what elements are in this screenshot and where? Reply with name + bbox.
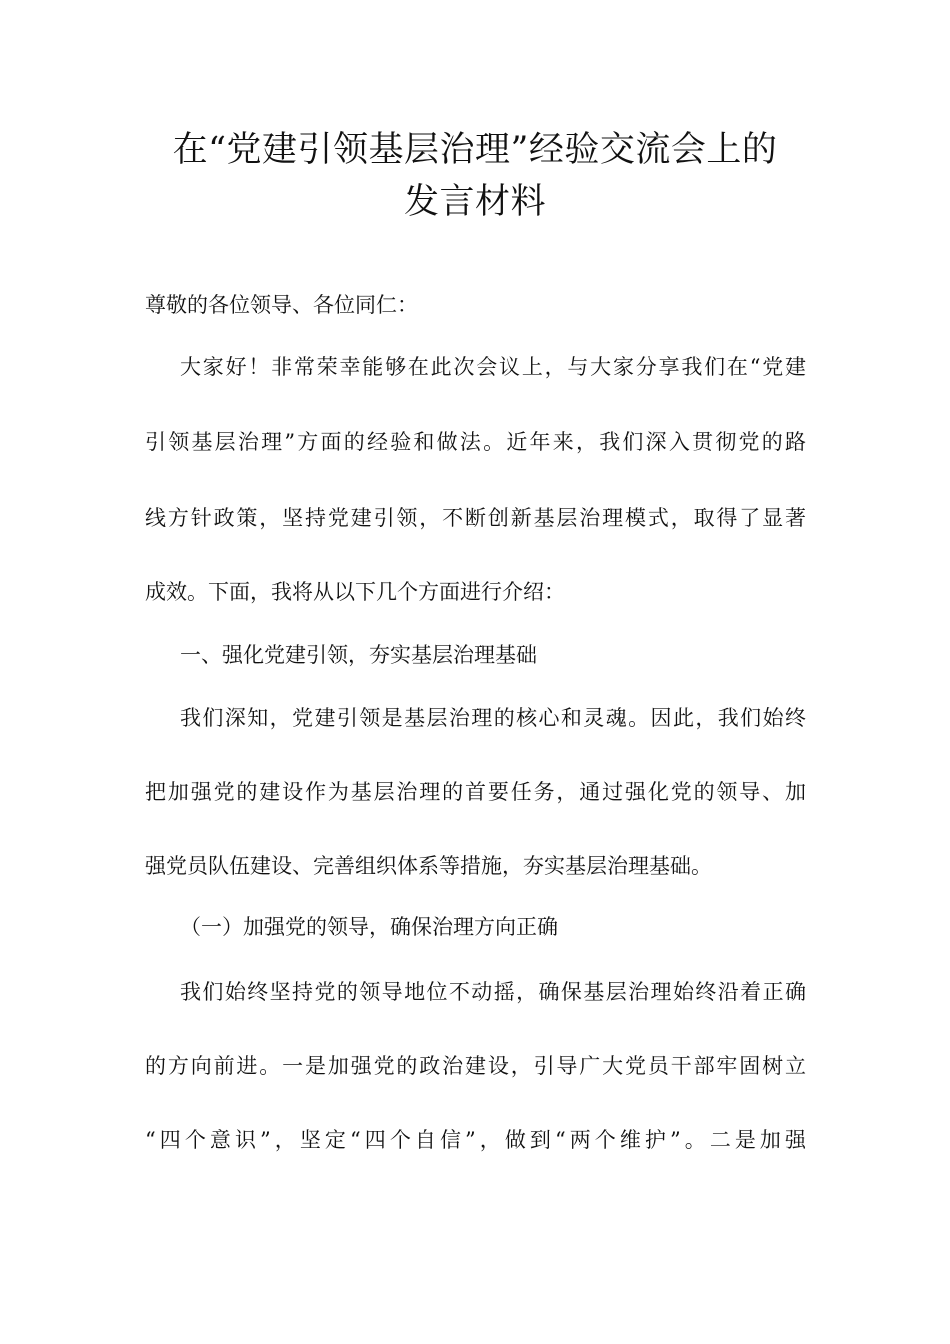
paragraph-line: 大家好！非常荣幸能够在此次会议上，与大家分享我们在“党建	[180, 355, 806, 379]
paragraph-line: 引领基层治理”方面的经验和做法。近年来，我们深入贯彻党的路	[145, 430, 806, 454]
paragraph-line: 成效。下面，我将从以下几个方面进行介绍：	[145, 580, 565, 604]
paragraph-line: 我们深知，党建引领是基层治理的核心和灵魂。因此，我们始终	[180, 706, 806, 730]
paragraph-line: “四个意识”，坚定“四个自信”，做到“两个维护”。二是加强	[145, 1128, 806, 1152]
document-title-line-1: 在“党建引领基层治理”经验交流会上的	[172, 130, 778, 170]
paragraph-line: 把加强党的建设作为基层治理的首要任务，通过强化党的领导、加	[145, 780, 806, 804]
section-heading: 一、强化党建引领，夯实基层治理基础	[180, 643, 537, 667]
subsection-heading: （一）加强党的领导，确保治理方向正确	[180, 915, 558, 939]
paragraph-line: 我们始终坚持党的领导地位不动摇，确保基层治理始终沿着正确	[180, 980, 806, 1004]
document-title-line-2: 发言材料	[403, 182, 546, 222]
salutation: 尊敬的各位领导、各位同仁：	[145, 293, 418, 317]
paragraph-line: 线方针政策，坚持党建引领，不断创新基层治理模式，取得了显著	[145, 506, 806, 530]
paragraph-line: 强党员队伍建设、完善组织体系等措施，夯实基层治理基础。	[145, 854, 712, 878]
paragraph-line: 的方向前进。一是加强党的政治建设，引导广大党员干部牢固树立	[145, 1054, 806, 1078]
